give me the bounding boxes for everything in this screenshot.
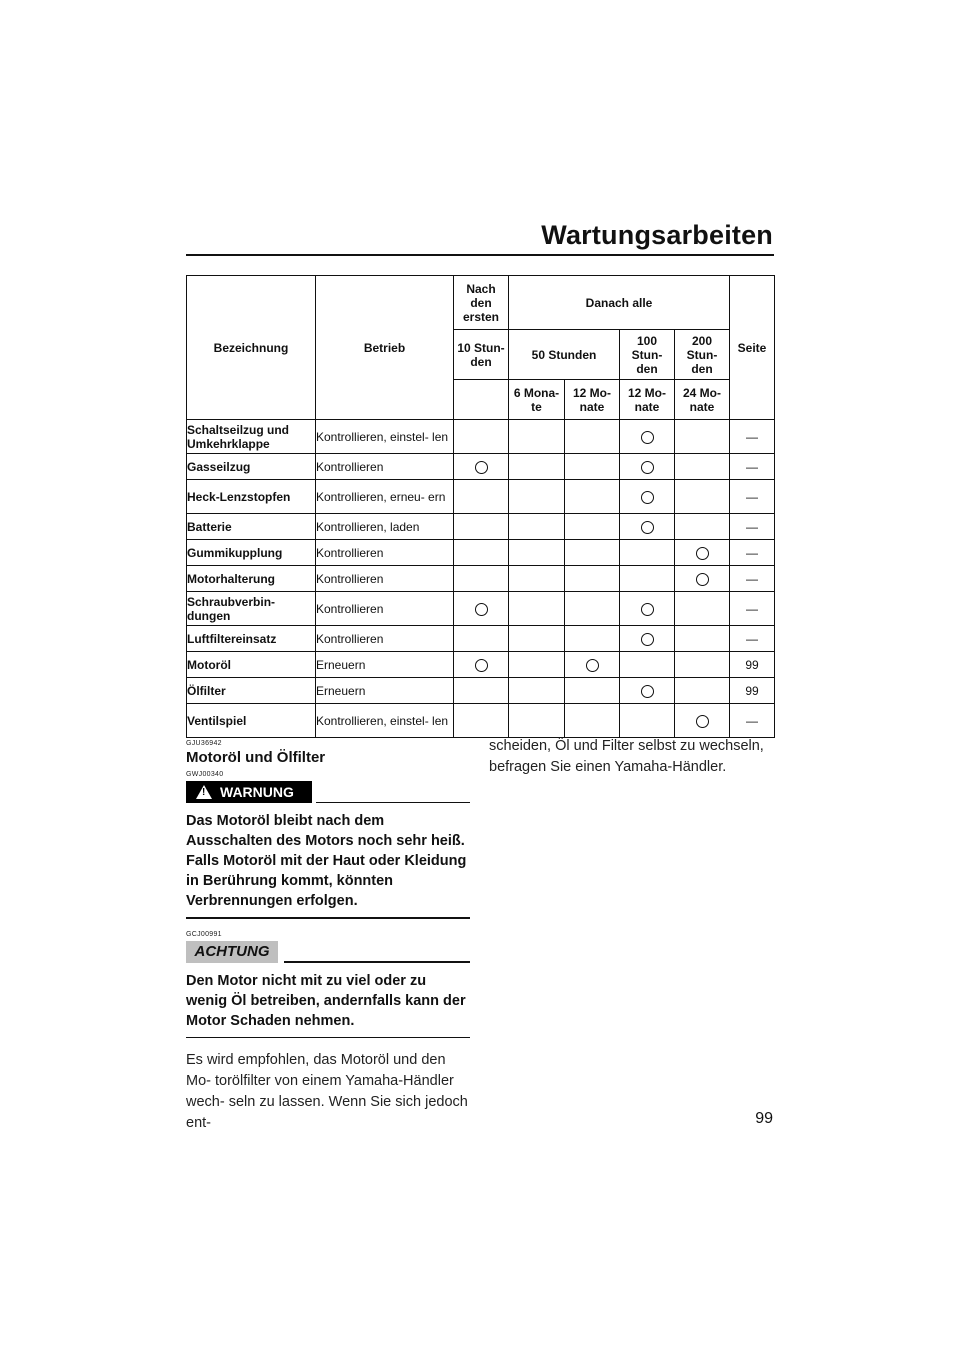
header-bezeichnung: Bezeichnung: [187, 276, 316, 420]
item-name: Motoröl: [187, 652, 316, 678]
interval-cell: [675, 678, 730, 704]
interval-cell: [509, 480, 565, 514]
section-title: Motoröl und Ölfilter: [186, 749, 326, 766]
header-24-monate: 24 Mo- nate: [675, 380, 730, 420]
interval-cell: [454, 592, 509, 626]
item-page: —: [730, 592, 775, 626]
header-200-stunden: 200 Stun- den: [675, 330, 730, 380]
circle-mark-icon: [696, 573, 709, 586]
interval-cell: [565, 514, 620, 540]
interval-cell: [509, 704, 565, 738]
left-column: [186, 740, 470, 1134]
interval-cell: [620, 626, 675, 652]
item-operation: Kontrollieren, einstel- len: [316, 704, 454, 738]
circle-mark-icon: [641, 431, 654, 444]
header-betrieb: Betrieb: [316, 276, 454, 420]
table-row: [187, 652, 775, 678]
interval-cell: [565, 480, 620, 514]
interval-cell: [620, 540, 675, 566]
interval-cell: [509, 626, 565, 652]
item-operation: Kontrollieren, laden: [316, 514, 454, 540]
header-danach-alle: Danach alle: [509, 276, 730, 330]
interval-cell: [454, 652, 509, 678]
interval-cell: [565, 704, 620, 738]
header-seite: Seite: [730, 276, 775, 420]
interval-cell: [509, 454, 565, 480]
interval-cell: [454, 454, 509, 480]
item-name: Gummikupplung: [187, 540, 316, 566]
interval-cell: [620, 480, 675, 514]
interval-cell: [509, 652, 565, 678]
circle-mark-icon: [641, 461, 654, 474]
interval-cell: [675, 626, 730, 652]
interval-cell: [509, 678, 565, 704]
item-name: Ventilspiel: [187, 704, 316, 738]
warning-code: GWJ00340: [186, 771, 224, 778]
item-operation: Kontrollieren, einstel- len: [316, 420, 454, 454]
table-row: [187, 540, 775, 566]
table-row: [187, 626, 775, 652]
interval-cell: [454, 626, 509, 652]
circle-mark-icon: [641, 521, 654, 534]
caution-header: [186, 941, 470, 963]
body-text-left: Es wird empfohlen, das Motoröl und den Mo- torölfilter von einem Yamaha-Händler wech- seln zu lassen. Wenn Sie sich jedoch ent-: [186, 1052, 468, 1131]
circle-mark-icon: [586, 659, 599, 672]
item-page: —: [730, 540, 775, 566]
interval-cell: [509, 514, 565, 540]
item-name: Heck-Lenzstopfen: [187, 480, 316, 514]
table-row: [187, 566, 775, 592]
table-row: [187, 592, 775, 626]
interval-cell: [454, 420, 509, 454]
interval-cell: [620, 678, 675, 704]
item-operation: Kontrollieren: [316, 626, 454, 652]
item-page: 99: [730, 652, 775, 678]
interval-cell: [675, 566, 730, 592]
interval-cell: [675, 540, 730, 566]
interval-cell: [675, 420, 730, 454]
interval-cell: [565, 454, 620, 480]
circle-mark-icon: [475, 461, 488, 474]
caution-label: ACHTUNG: [194, 943, 270, 960]
header-empty: [454, 380, 509, 420]
item-operation: Erneuern: [316, 652, 454, 678]
item-page: —: [730, 420, 775, 454]
interval-cell: [509, 540, 565, 566]
interval-cell: [675, 454, 730, 480]
interval-cell: [454, 566, 509, 592]
interval-cell: [565, 592, 620, 626]
header-100-stunden: 100 Stun- den: [620, 330, 675, 380]
item-operation: Kontrollieren: [316, 540, 454, 566]
table-row: [187, 678, 775, 704]
interval-cell: [675, 480, 730, 514]
interval-cell: [565, 540, 620, 566]
item-operation: Kontrollieren: [316, 592, 454, 626]
item-name: Schaltseilzug und Umkehrklappe: [187, 420, 316, 454]
interval-cell: [675, 652, 730, 678]
table-row: [187, 704, 775, 738]
circle-mark-icon: [696, 715, 709, 728]
item-name: Luftfiltereinsatz: [187, 626, 316, 652]
page-number: 99: [755, 1110, 773, 1127]
item-page: —: [730, 566, 775, 592]
item-page: —: [730, 480, 775, 514]
caution-code: GCJ00991: [186, 930, 222, 938]
item-operation: Kontrollieren: [316, 566, 454, 592]
item-name: Motorhalterung: [187, 566, 316, 592]
interval-cell: [454, 704, 509, 738]
caution-rule: [284, 961, 470, 963]
maintenance-table: [186, 275, 775, 738]
table-row: [187, 514, 775, 540]
interval-cell: [620, 514, 675, 540]
caution-badge: [186, 941, 278, 963]
interval-cell: [675, 592, 730, 626]
header-12-monate: 12 Mo- nate: [565, 380, 620, 420]
section-code: GJU36942: [186, 740, 222, 747]
maintenance-table-body: [187, 420, 775, 738]
item-operation: Kontrollieren: [316, 454, 454, 480]
warning-label: WARNUNG: [220, 784, 294, 800]
title-rule: [186, 254, 774, 256]
header-6-monate: 6 Mona- te: [509, 380, 565, 420]
item-operation: Erneuern: [316, 678, 454, 704]
item-name: Batterie: [187, 514, 316, 540]
interval-cell: [454, 480, 509, 514]
page-title: Wartungsarbeiten: [541, 220, 773, 250]
item-name: Gasseilzug: [187, 454, 316, 480]
caution-text: Den Motor nicht mit zu viel oder zu wenig Öl betreiben, andernfalls kann der Motor Schaden nehmen.: [186, 972, 466, 1029]
header-12-monate: 12 Mo- nate: [620, 380, 675, 420]
interval-cell: [620, 566, 675, 592]
table-row: [187, 454, 775, 480]
table-row: [187, 480, 775, 514]
interval-cell: [620, 454, 675, 480]
interval-cell: [454, 678, 509, 704]
interval-cell: [509, 592, 565, 626]
item-name: Schraubverbin- dungen: [187, 592, 316, 626]
warning-badge: [186, 781, 312, 803]
warning-text: Das Motoröl bleibt nach dem Ausschalten des Motors noch sehr heiß. Falls Motoröl mit der Haut oder Kleidung in Berührung kommt, könnten Verbrennungen erfolgen.: [186, 813, 467, 909]
circle-mark-icon: [475, 603, 488, 616]
warning-triangle-icon: !: [196, 785, 212, 799]
interval-cell: [620, 704, 675, 738]
interval-cell: [620, 592, 675, 626]
table-row: [187, 420, 775, 454]
circle-mark-icon: [641, 603, 654, 616]
circle-mark-icon: [641, 633, 654, 646]
interval-cell: [675, 704, 730, 738]
interval-cell: [509, 566, 565, 592]
circle-mark-icon: [641, 491, 654, 504]
warning-rule: [316, 802, 470, 804]
item-page: —: [730, 514, 775, 540]
interval-cell: [620, 420, 675, 454]
interval-cell: [565, 678, 620, 704]
interval-cell: [565, 626, 620, 652]
item-operation: Kontrollieren, erneu- ern: [316, 480, 454, 514]
right-column: [489, 736, 779, 778]
interval-cell: [620, 652, 675, 678]
interval-cell: [565, 652, 620, 678]
header-nach-den-ersten: Nach den ersten: [454, 276, 509, 330]
interval-cell: [454, 540, 509, 566]
header-50-stunden: 50 Stunden: [509, 330, 620, 380]
item-page: —: [730, 454, 775, 480]
interval-cell: [509, 420, 565, 454]
circle-mark-icon: [641, 685, 654, 698]
interval-cell: [565, 566, 620, 592]
interval-cell: [454, 514, 509, 540]
circle-mark-icon: [475, 659, 488, 672]
warning-header: [186, 781, 470, 803]
item-page: —: [730, 704, 775, 738]
item-name: Ölfilter: [187, 678, 316, 704]
header-10-stunden: 10 Stun- den: [454, 330, 509, 380]
interval-cell: [675, 514, 730, 540]
interval-cell: [565, 420, 620, 454]
item-page: —: [730, 626, 775, 652]
circle-mark-icon: [696, 547, 709, 560]
item-page: 99: [730, 678, 775, 704]
body-text-right: scheiden, Öl und Filter selbst zu wechseln, befragen Sie einen Yamaha-Händler.: [489, 738, 764, 775]
